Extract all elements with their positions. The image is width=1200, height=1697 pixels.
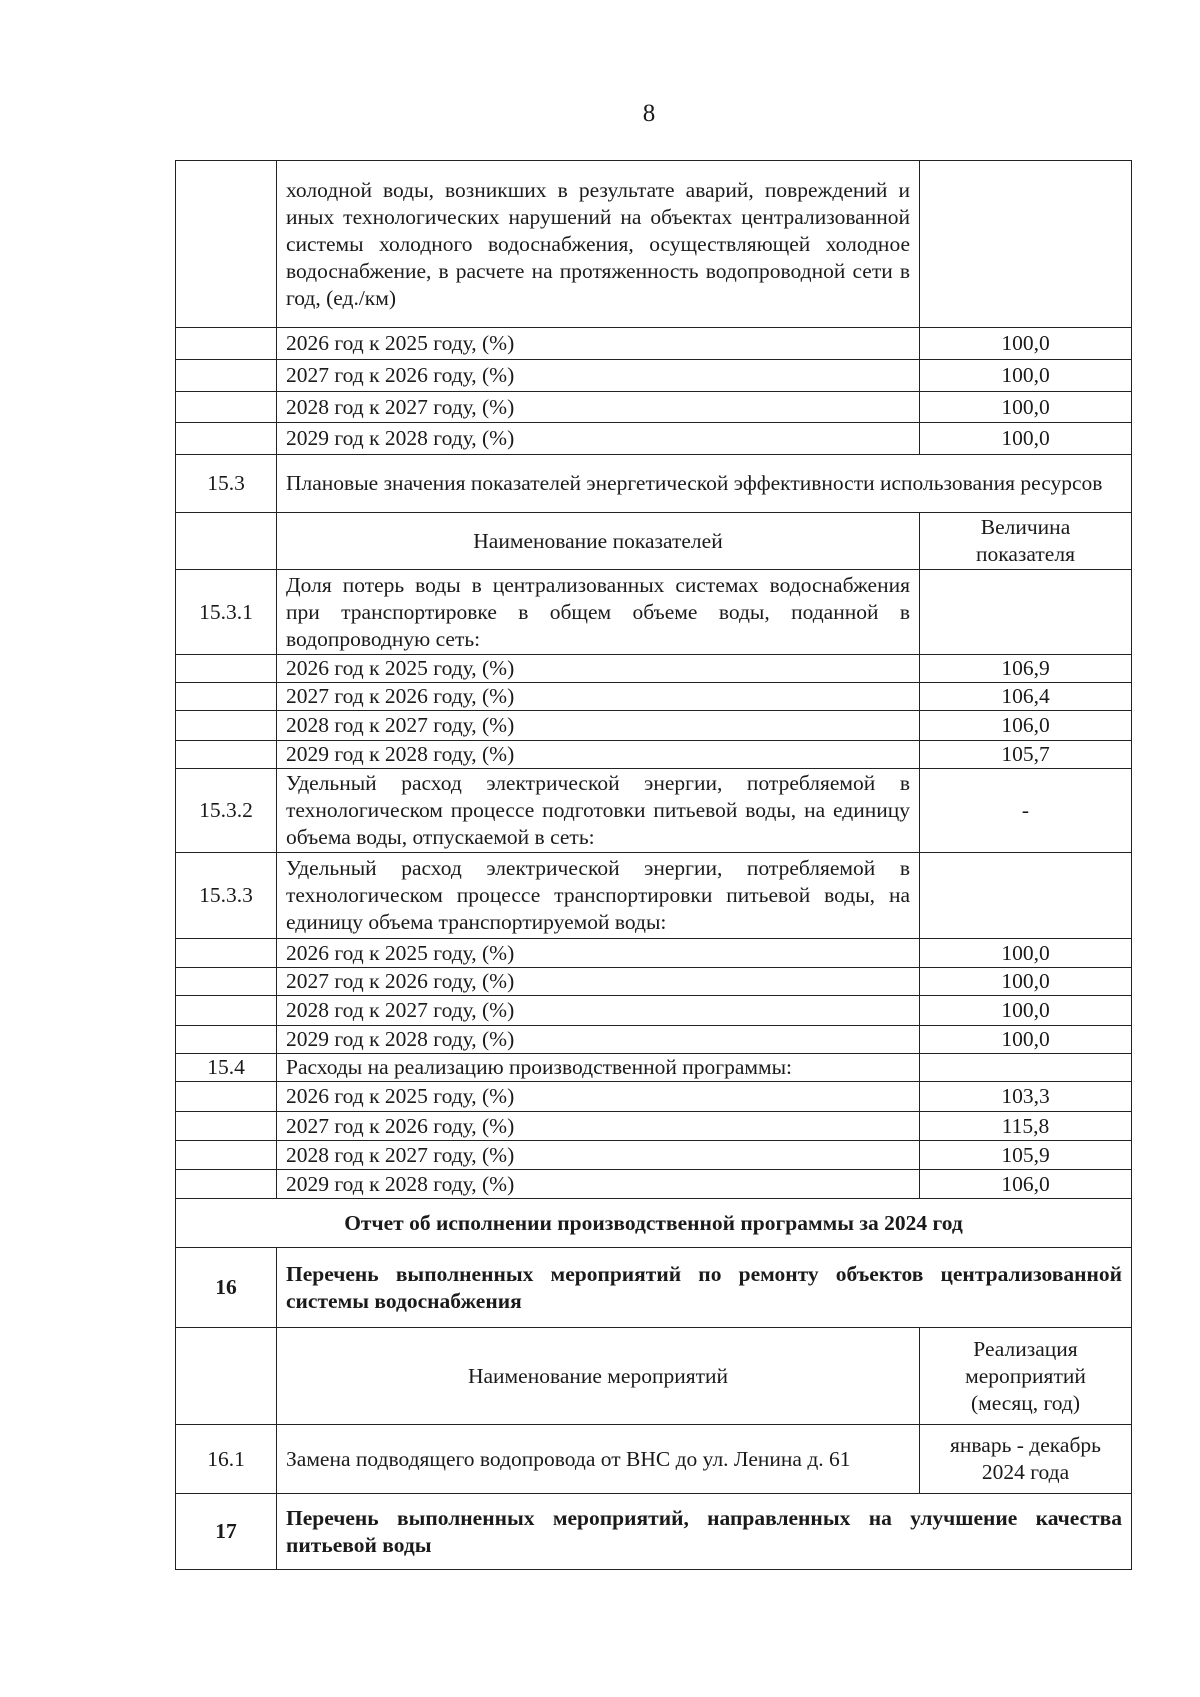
row-number [176, 939, 277, 968]
table-row [176, 455, 1132, 513]
column-header-name: Наименование мероприятий [277, 1328, 920, 1425]
row-number: 16 [176, 1248, 277, 1328]
row-number [176, 161, 277, 328]
indicator-value: 100,0 [920, 328, 1132, 360]
row-number: 15.3.2 [176, 769, 277, 853]
indicator-name: 2029 год к 2028 году, (%) [277, 1170, 920, 1199]
indicator-value: 106,4 [920, 683, 1132, 711]
column-header-name: Наименование показателей [277, 513, 920, 570]
indicator-value: 106,0 [920, 711, 1132, 741]
table-row [176, 392, 1132, 423]
indicators-table [175, 160, 1132, 1570]
row-number [176, 328, 277, 360]
indicator-name: Замена подводящего водопровода от ВНС до ул. Ленина д. 61 [277, 1425, 920, 1494]
table-row [176, 1328, 1132, 1425]
indicator-value: 106,0 [920, 1170, 1132, 1199]
row-number [176, 1170, 277, 1199]
indicator-value [920, 853, 1132, 939]
row-number [176, 683, 277, 711]
table-row [176, 1248, 1132, 1328]
row-number [176, 1112, 277, 1141]
table-row [176, 328, 1132, 360]
indicator-value: 103,3 [920, 1082, 1132, 1112]
indicator-value: 100,0 [920, 939, 1132, 968]
row-number [176, 711, 277, 741]
table-row [176, 1170, 1132, 1199]
row-number [176, 360, 277, 392]
table-row [176, 1112, 1132, 1141]
column-header-value: Величина показателя [920, 513, 1132, 570]
indicator-name: Удельный расход электрической энергии, потребляемой в технологическом процессе транспортировки питьевой воды, на единицу объема транспортируемой воды: [277, 853, 920, 939]
table-row [176, 161, 1132, 328]
row-number [176, 513, 277, 570]
table-row [176, 741, 1132, 769]
row-number [176, 741, 277, 769]
table-row [176, 1054, 1132, 1082]
indicator-value: - [920, 769, 1132, 853]
table-row [176, 853, 1132, 939]
table-row [176, 1494, 1132, 1570]
row-number: 16.1 [176, 1425, 277, 1494]
indicator-name: 2027 год к 2026 году, (%) [277, 968, 920, 996]
table-row [176, 968, 1132, 996]
indicator-name: Доля потерь воды в централизованных системах водоснабжения при транспортировке в общем объеме воды, поданной в водопроводную сеть: [277, 570, 920, 655]
table-row [176, 1425, 1132, 1494]
table-row [176, 360, 1132, 392]
section-heading: Плановые значения показателей энергетической эффективности использования ресурсов [277, 455, 1132, 513]
indicator-name: 2026 год к 2025 году, (%) [277, 328, 920, 360]
row-number [176, 392, 277, 423]
row-number [176, 968, 277, 996]
section-heading: Перечень выполненных мероприятий, направленных на улучшение качества питьевой воды [277, 1494, 1132, 1570]
indicator-value: январь - декабрь 2024 года [920, 1425, 1132, 1494]
table-row [176, 683, 1132, 711]
row-number: 15.3.1 [176, 570, 277, 655]
page-number: 8 [642, 100, 656, 127]
indicator-name: Расходы на реализацию производственной программы: [277, 1054, 920, 1082]
indicator-name: Удельный расход электрической энергии, потребляемой в технологическом процессе подготовки питьевой воды, на единицу объема воды, отпускаемой в сеть: [277, 769, 920, 853]
indicator-name: холодной воды, возникших в результате аварий, повреждений и иных технологических нарушений на объектах централизованной системы холодного водоснабжения, осуществляющей холодное водоснабжение, в расчете на протяженность водопроводной сети в год, (ед./км) [277, 161, 920, 328]
indicator-name: 2028 год к 2027 году, (%) [277, 1141, 920, 1170]
table-row [176, 1199, 1132, 1248]
row-number [176, 1026, 277, 1054]
indicator-value: 100,0 [920, 996, 1132, 1026]
row-number [176, 423, 277, 455]
row-number: 17 [176, 1494, 277, 1570]
table-row [176, 655, 1132, 683]
indicator-value: 100,0 [920, 392, 1132, 423]
indicator-value [920, 1054, 1132, 1082]
table-row [176, 769, 1132, 853]
indicator-value [920, 570, 1132, 655]
row-number: 15.3 [176, 455, 277, 513]
indicator-value: 106,9 [920, 655, 1132, 683]
row-number: 15.3.3 [176, 853, 277, 939]
table-row [176, 996, 1132, 1026]
table-row [176, 1141, 1132, 1170]
indicator-name: 2029 год к 2028 году, (%) [277, 423, 920, 455]
indicator-value [920, 161, 1132, 328]
indicator-value: 100,0 [920, 1026, 1132, 1054]
indicator-name: 2026 год к 2025 году, (%) [277, 939, 920, 968]
table-row [176, 1082, 1132, 1112]
row-number [176, 1141, 277, 1170]
row-number [176, 996, 277, 1026]
row-number [176, 655, 277, 683]
indicator-value: 100,0 [920, 968, 1132, 996]
section-heading: Перечень выполненных мероприятий по ремонту объектов централизованной системы водоснабжения [277, 1248, 1132, 1328]
row-number [176, 1328, 277, 1425]
indicator-name: 2029 год к 2028 году, (%) [277, 1026, 920, 1054]
indicator-name: 2026 год к 2025 году, (%) [277, 1082, 920, 1112]
indicator-name: 2028 год к 2027 году, (%) [277, 392, 920, 423]
indicator-name: 2028 год к 2027 году, (%) [277, 711, 920, 741]
column-header-value: Реализация мероприятий (месяц, год) [920, 1328, 1132, 1425]
table-row [176, 711, 1132, 741]
table-row [176, 423, 1132, 455]
indicator-name: 2029 год к 2028 году, (%) [277, 741, 920, 769]
indicator-name: 2026 год к 2025 году, (%) [277, 655, 920, 683]
table-row [176, 570, 1132, 655]
row-number: 15.4 [176, 1054, 277, 1082]
indicator-value: 115,8 [920, 1112, 1132, 1141]
table-row [176, 513, 1132, 570]
indicator-value: 100,0 [920, 423, 1132, 455]
indicator-value: 105,9 [920, 1141, 1132, 1170]
indicator-value: 105,7 [920, 741, 1132, 769]
table-row [176, 939, 1132, 968]
indicator-value: 100,0 [920, 360, 1132, 392]
row-number [176, 1082, 277, 1112]
indicator-name: 2027 год к 2026 году, (%) [277, 1112, 920, 1141]
indicator-name: 2027 год к 2026 году, (%) [277, 360, 920, 392]
indicator-name: 2028 год к 2027 году, (%) [277, 996, 920, 1026]
indicator-name: 2027 год к 2026 году, (%) [277, 683, 920, 711]
table-row [176, 1026, 1132, 1054]
section-title: Отчет об исполнении производственной программы за 2024 год [176, 1199, 1132, 1248]
